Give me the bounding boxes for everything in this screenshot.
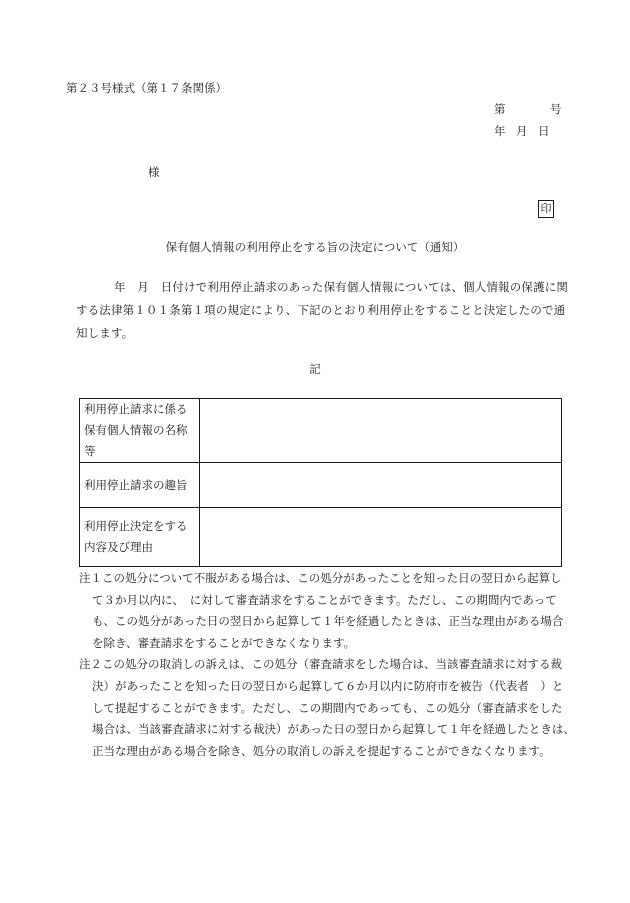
body-paragraph (76, 276, 570, 345)
table-label-cell: 利用停止決定をする内容及び理由 (80, 508, 200, 567)
document-number (494, 101, 562, 117)
table-value-cell (200, 508, 562, 567)
ki-heading: 記 (309, 362, 321, 376)
note-2-line: して提起することができます。ただし、この期間内であっても、この処分（審査請求をした (92, 700, 563, 715)
document-number-prefix: 第 (494, 102, 506, 116)
table-row (80, 399, 562, 463)
note-1-line: て３か月以内に、 に対して審査請求をすることができます。ただし、この期間内であって (92, 592, 557, 607)
table-value-cell (200, 463, 562, 508)
table-label-cell: 利用停止請求の趣旨 (80, 463, 200, 508)
seal-mark: 印 (538, 200, 554, 218)
note-1-line: 注１この処分について不服がある場合は、この処分があったことを知った日の翌日から起算し (79, 571, 562, 585)
table-row (80, 508, 562, 567)
table-label-cell: 利用停止請求に係る保有個人情報の名称等 (80, 399, 200, 463)
note-1-line: を除き、審査請求をすることができなくなります。 (92, 635, 356, 650)
document-title: 保有個人情報の利用停止をする旨の決定について（通知） (165, 240, 465, 254)
body-line: 知します。 (76, 326, 134, 340)
decision-table (79, 398, 562, 567)
form-number: 第２３号様式（第１７条関係） (66, 81, 227, 95)
notes-section (79, 568, 575, 762)
body-line: する法律第１０１条第１項の規定により、下記のとおり利用停止をすることと決定したので通 (76, 303, 566, 317)
date-day: 日 (538, 124, 550, 138)
note-2-line: 正当な理由がある場合を除き、処分の取消しの訴えを提起することができなくなります。 (92, 743, 551, 758)
table-value-cell (200, 399, 562, 463)
document-date (494, 123, 550, 139)
body-line: 年 月 日付けで利用停止請求のあった保有個人情報については、個人情報の保護に関 (114, 280, 569, 294)
table-row (80, 463, 562, 508)
document-number-suffix: 号 (550, 102, 562, 116)
note-2-line: 場合は、当該審査請求に対する裁決）があった日の翌日から起算して１年を経過したときは、 (92, 722, 575, 737)
date-year: 年 (494, 124, 506, 138)
note-2-line: 決）があったことを知った日の翌日から起算して６か月以内に防府市を被告（代表者 ）と (92, 678, 564, 693)
note-1-line: も、この処分があった日の翌日から起算して１年を経過したときは、正当な理由がある場合 (92, 614, 564, 629)
note-2-line: 注２この処分の取消しの訴えは、この処分（審査請求をした場合は、当該審査請求に対する裁 (79, 657, 562, 672)
date-month: 月 (516, 124, 528, 138)
addressee: 様 (148, 165, 160, 179)
